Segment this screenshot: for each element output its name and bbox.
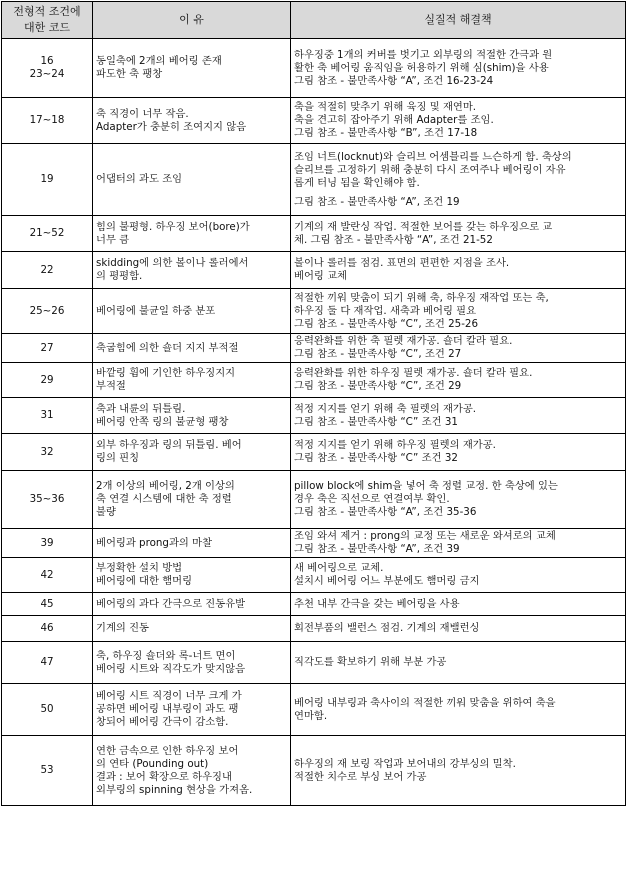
- cell-line: 체. 그림 참조 - 불만족사항 “A”, 조건 21-52: [294, 233, 493, 246]
- cell-line: 그림 참조 - 불만족사항 “A”, 조건 19: [294, 195, 460, 208]
- table-row: [2, 98, 626, 144]
- condition-code-cell: 27: [2, 334, 93, 363]
- cell-line: 하우징 둘 다 재작업. 새축과 베어링 필요: [294, 304, 477, 317]
- cell-line: 너무 큼: [96, 233, 130, 246]
- cell-line: 경우 축은 직선으로 연결여부 확인.: [294, 493, 450, 505]
- cell-line: 그림 참조 - 불만족사항 “C”, 조건 27: [294, 348, 462, 360]
- reason-cell: [93, 434, 291, 471]
- table-row: [2, 736, 626, 806]
- reason-cell: [93, 334, 291, 363]
- solution-cell: [291, 616, 626, 642]
- table-body: [2, 39, 626, 806]
- cell-line: 어댑터의 과도 조임: [96, 173, 183, 185]
- cell-line: 추천 내부 간극을 갖는 베어링을 사용: [294, 597, 460, 610]
- cell-line: 적절한 치수로 부싱 보어 가공: [294, 770, 427, 783]
- condition-code-cell: 47: [2, 642, 93, 684]
- cell-line: 기계의 진동: [96, 622, 150, 634]
- cell-line: 회전부품의 밸런스 점검. 기계의 재밸런싱: [294, 622, 480, 634]
- solution-cell: [291, 529, 626, 558]
- cell-line: 그림 참조 - 불만족사항 “C”, 조건 29: [294, 380, 462, 392]
- header-code-line2: 대한 코드: [23, 21, 70, 34]
- cell-line: 직각도를 확보하기 위해 부분 가공: [294, 656, 447, 668]
- reason-cell: [93, 39, 291, 98]
- solution-cell: [291, 684, 626, 736]
- cell-line: 축을 견고히 잡아주기 위해 Adapter를 조임.: [294, 114, 494, 126]
- solution-cell: [291, 289, 626, 334]
- cell-line: 축을 적절히 맞추기 위해 육징 및 재연마.: [294, 101, 477, 113]
- solution-cell: [291, 98, 626, 144]
- reason-cell: [93, 289, 291, 334]
- solution-cell: [291, 39, 626, 98]
- solution-cell: [291, 642, 626, 684]
- cell-line: 부적절: [96, 380, 126, 392]
- cell-line: 적정 지지를 얻기 위해 축 필렛의 재가공.: [294, 402, 477, 415]
- cell-line: 축 연결 시스템에 대한 축 정렬: [96, 493, 232, 505]
- cell-line: 적절한 끼워 맞춤이 되기 위해 축, 하우징 재작업 또는 축,: [294, 291, 549, 304]
- reason-cell: [93, 529, 291, 558]
- cell-line: 그림 참조 - 불만족사항 “C”, 조건 25-26: [294, 317, 479, 330]
- cell-line: 동일축에 2개의 베어링 존재: [96, 55, 222, 67]
- table-row: [2, 471, 626, 529]
- cell-line: 축, 하우징 숄더와 록-너트 면이: [96, 649, 236, 662]
- condition-code-cell: 29: [2, 363, 93, 398]
- cell-line: 롭게 터닝 됨을 확인해야 함.: [294, 176, 420, 189]
- cell-line: 외부 하우징과 링의 뒤틀림. 베어: [96, 439, 242, 451]
- cell-line: 그림 참조 - 불만족사항 “C” 조건 31: [294, 415, 458, 428]
- condition-code-cell: 25~26: [2, 289, 93, 334]
- cell-line: skidding에 의한 볼이나 롤러에서: [96, 257, 249, 269]
- solution-cell: [291, 334, 626, 363]
- cell-line: 불량: [96, 506, 116, 518]
- cell-line: 베어링 교체: [294, 270, 348, 282]
- solution-cell: [291, 558, 626, 593]
- condition-code-cell: 46: [2, 616, 93, 642]
- solution-cell: [291, 252, 626, 289]
- cell-line: 축과 내륜의 뒤틀림.: [96, 402, 186, 415]
- cell-line: 하우징의 재 보링 작업과 보어내의 강부싱의 밀착.: [294, 757, 516, 770]
- condition-code-cell: 53: [2, 736, 93, 806]
- solution-cell: [291, 216, 626, 252]
- header-code-line1: 전형적 조건에: [13, 5, 81, 18]
- reason-cell: [93, 363, 291, 398]
- condition-code-cell: 45: [2, 593, 93, 616]
- reason-cell: [93, 252, 291, 289]
- cell-line: 조임 와셔 제거 : prong의 교정 또는 새로운 와셔로의 교체: [294, 530, 556, 542]
- cell-line: 그림 참조 - 불만족사항 “A”, 조건 39: [294, 543, 460, 555]
- condition-code-cell: 16 23~24: [2, 39, 93, 98]
- cell-line: 의 평평함.: [96, 270, 143, 282]
- table-row: [2, 252, 626, 289]
- cell-line: 설치시 베어링 어느 부분에도 햄머링 금지: [294, 575, 480, 587]
- reason-cell: [93, 593, 291, 616]
- table-header-row: [2, 2, 626, 39]
- cell-line: Adapter가 충분히 조여지지 않음: [96, 120, 247, 133]
- table-row: [2, 593, 626, 616]
- cell-line: 볼이나 롤러를 점검. 표면의 편편한 지점을 조사.: [294, 257, 510, 269]
- cell-line: 베어링에 대한 햄머링: [96, 575, 193, 587]
- cell-line: 그림 참조 - 불만족사항 “C” 조건 32: [294, 452, 458, 464]
- cell-line: 슬리브를 고정하기 위해 충분히 다시 조여주나 베어링이 자유: [294, 163, 566, 176]
- cell-line: 활한 축 베어링 움직임을 허용하기 위해 심(shim)을 사용: [294, 61, 549, 74]
- header-code: [2, 2, 93, 39]
- cell-line: 기계의 재 발란싱 작업. 적절한 보어를 갖는 하우징으로 교: [294, 220, 553, 233]
- condition-code-cell: 22: [2, 252, 93, 289]
- cell-line: 연한 금속으로 인한 하우징 보어: [96, 744, 239, 757]
- table-row: [2, 558, 626, 593]
- solution-cell: [291, 593, 626, 616]
- solution-cell: [291, 398, 626, 434]
- cell-line: 그림 참조 - 불만족사항 “A”, 조건 16-23-24: [294, 74, 494, 87]
- table-row: [2, 684, 626, 736]
- table-row: [2, 434, 626, 471]
- cell-line: 링의 핀칭: [96, 452, 140, 464]
- cell-line: 부정확한 설치 방법: [96, 562, 183, 574]
- condition-code-cell: 42: [2, 558, 93, 593]
- cell-line: pillow block에 shim을 넣어 축 정렬 교정. 한 축상에 있는: [294, 480, 558, 492]
- cell-line: 조임 너트(locknut)와 슬리브 어셈블리를 느슨하게 함. 축상의: [294, 150, 572, 163]
- cell-line: 그림 참조 - 불만족사항 “A”, 조건 35-36: [294, 506, 477, 518]
- table-row: [2, 642, 626, 684]
- cell-line: 연마함.: [294, 709, 328, 722]
- cell-line: 하우징중 1개의 커버를 벗기고 외부링의 적절한 간극과 원: [294, 48, 553, 61]
- solution-cell: [291, 471, 626, 529]
- cell-line: 베어링에 불균일 하중 분포: [96, 304, 216, 317]
- reason-cell: [93, 616, 291, 642]
- condition-code-cell: 35~36: [2, 471, 93, 529]
- table-row: [2, 216, 626, 252]
- cell-line: 응력완화를 위한 하우징 필렛 재가공. 숄더 칼라 필요.: [294, 367, 533, 379]
- reason-cell: [93, 144, 291, 216]
- cell-line: 베어링 시트 직경이 너무 크게 가: [96, 690, 242, 702]
- cell-line: 새 베어링으로 교체.: [294, 562, 384, 574]
- cell-line: 응력완화를 위한 축 필렛 재가공. 숄더 칼라 필요.: [294, 335, 513, 347]
- table-row: [2, 144, 626, 216]
- cell-line: 파도한 축 팽창: [96, 68, 163, 80]
- reason-cell: [93, 216, 291, 252]
- solution-cell: [291, 434, 626, 471]
- table-row: [2, 334, 626, 363]
- cell-line: 2개 이상의 베어링, 2개 이상의: [96, 480, 235, 492]
- table-row: [2, 363, 626, 398]
- cell-line: 의 연타 (Pounding out): [96, 757, 209, 770]
- header-reason: 이 유: [93, 2, 291, 39]
- table-row: [2, 398, 626, 434]
- reason-cell: [93, 471, 291, 529]
- reason-cell: [93, 736, 291, 806]
- table-row: [2, 39, 626, 98]
- cell-line: 베어링 안쪽 링의 불균형 팽창: [96, 415, 229, 428]
- cell-line: 베어링과 prong과의 마찰: [96, 536, 213, 549]
- reason-cell: [93, 98, 291, 144]
- cell-line: 공하면 베어링 내부링이 과도 팽: [96, 703, 239, 715]
- cell-line: 베어링의 과다 간극으로 진동유발: [96, 597, 246, 610]
- condition-code-cell: 39: [2, 529, 93, 558]
- solution-cell: [291, 144, 626, 216]
- condition-code-cell: 21~52: [2, 216, 93, 252]
- reason-cell: [93, 684, 291, 736]
- table-row: [2, 529, 626, 558]
- condition-code-cell: 19: [2, 144, 93, 216]
- condition-code-cell: 31: [2, 398, 93, 434]
- cell-line: 베어링 시트와 직각도가 맞지않음: [96, 662, 246, 675]
- cell-line: 외부링의 spinning 현상을 가져옴.: [96, 783, 253, 796]
- condition-code-cell: 17~18: [2, 98, 93, 144]
- cell-line: 베어링 내부링과 축사이의 적절한 끼워 맞춤을 위하여 축을: [294, 696, 556, 709]
- cell-line: 적정 지지를 얻기 위해 하우징 필렛의 재가공.: [294, 439, 496, 451]
- reason-cell: [93, 642, 291, 684]
- condition-code-cell: 32: [2, 434, 93, 471]
- cell-line: 힘의 불평형. 하우징 보어(bore)가: [96, 220, 250, 233]
- cell-line: 축굽힘에 의한 숄더 지지 부적절: [96, 341, 239, 354]
- cell-line: 바깥링 휨에 기인한 하우징지지: [96, 367, 236, 379]
- reason-cell: [93, 398, 291, 434]
- cell-line: 창되어 베어링 간극이 감소함.: [96, 716, 229, 728]
- table-row: [2, 616, 626, 642]
- reason-cell: [93, 558, 291, 593]
- table-row: [2, 289, 626, 334]
- condition-code-cell: 50: [2, 684, 93, 736]
- solution-cell: [291, 736, 626, 806]
- cell-line: 그림 참조 - 불만족사항 “B”, 조건 17-18: [294, 127, 478, 139]
- cell-line: 결과 : 보어 확장으로 하우징내: [96, 770, 232, 783]
- cell-line: 축 직경이 너무 작음.: [96, 107, 189, 120]
- header-fix: 실질적 해결책: [291, 2, 626, 39]
- solution-cell: [291, 363, 626, 398]
- bearing-troubleshooting-table: [1, 1, 626, 806]
